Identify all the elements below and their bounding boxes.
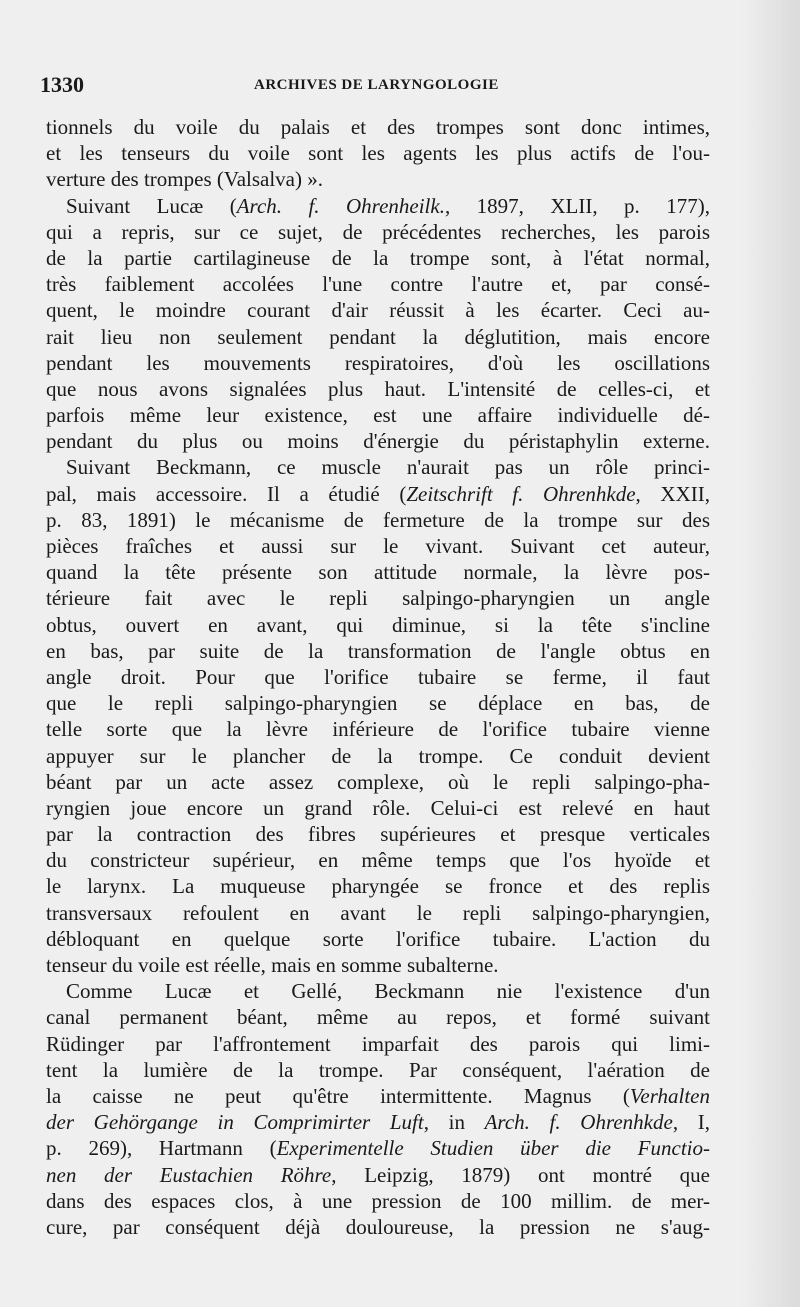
- text-line: Suivant Beckmann, ce muscle n'aurait pas un rôle princi-: [66, 455, 710, 480]
- italic-citation: Arch. f. Ohrenheilk.: [236, 193, 445, 218]
- text-line: rait lieu non seulement pendant la déglutition, mais encore: [46, 324, 710, 349]
- text-line: tenseur du voile est réelle, mais en somme subalterne.: [46, 953, 499, 977]
- text-line: la caisse ne peut qu'être intermittente. Magnus (Verhalten: [46, 1083, 710, 1108]
- text-line: p. 269), Hartmann (Experimentelle Studien über die Functio-: [46, 1136, 710, 1161]
- text-line: Rüdinger par l'affrontement imparfait des parois qui limi-: [46, 1031, 710, 1056]
- text-line: tionnels du voile du palais et des trompes sont donc intimes,: [46, 115, 710, 139]
- text-line: très faiblement accolées l'une contre l'autre et, par consé-: [46, 272, 710, 297]
- text-line: angle droit. Pour que l'orifice tubaire se ferme, il faut: [46, 664, 710, 689]
- text-line: Suivant Lucæ (Arch. f. Ohrenheilk., 1897, XLII, p. 177),: [66, 193, 710, 218]
- text-line: béant par un acte assez complexe, où le repli salpingo-pha-: [46, 769, 710, 794]
- text-line: obtus, ouvert en avant, qui diminue, si la tête s'incline: [46, 612, 710, 637]
- italic-citation: Zeitschrift f. Ohrenhkde: [406, 481, 636, 506]
- italic-citation: der Gehörgange in Comprimirter Luft: [46, 1110, 424, 1135]
- page-number: 1330: [40, 72, 84, 97]
- text-line: der Gehörgange in Comprimirter Luft, in Arch. f. Ohrenhkde, I,: [46, 1110, 710, 1135]
- text-line: et les tenseurs du voile sont les agents les plus actifs de l'ou-: [46, 141, 710, 166]
- text-line: Comme Lucæ et Gellé, Beckmann nie l'existence d'un: [66, 979, 710, 1004]
- page-edge-shadow: [740, 0, 800, 1307]
- body-text: [46, 114, 710, 1240]
- text-line: que le repli salpingo-pharyngien se déplace en bas, de: [46, 691, 710, 716]
- text-line: canal permanent béant, même au repos, et formé suivant: [46, 1005, 710, 1030]
- text-line: verture des trompes (Valsalva) ».: [46, 167, 323, 192]
- text-line: pendant les mouvements respiratoires, d'où les oscillations: [46, 350, 710, 375]
- text-line: pendant du plus ou moins d'énergie du péristaphylin externe.: [46, 429, 710, 454]
- italic-citation: Verhalten: [629, 1083, 710, 1108]
- text-line: par la contraction des fibres supérieures et presque verticales: [46, 822, 710, 847]
- italic-citation: Arch. f. Ohrenhkde: [484, 1110, 673, 1135]
- text-line: p. 83, 1891) le mécanisme de fermeture de la trompe sur des: [46, 507, 710, 532]
- text-line: parfois même leur existence, est une affaire individuelle dé-: [46, 403, 710, 428]
- text-line: tent la lumière de la trompe. Par conséquent, l'aération de: [46, 1057, 710, 1082]
- text-line: le larynx. La muqueuse pharyngée se fronce et des replis: [46, 874, 710, 899]
- text-line: dans des espaces clos, à une pression de 100 millim. de mer-: [46, 1188, 710, 1213]
- italic-citation: Experimentelle Studien über die Functio-: [276, 1136, 710, 1161]
- text-line: du constricteur supérieur, en même temps que l'os hyoïde et: [46, 848, 710, 873]
- text-line: qui a repris, sur ce sujet, de précédentes recherches, les parois: [46, 219, 710, 244]
- text-line: débloquant en quelque sorte l'orifice tubaire. L'action du: [46, 926, 710, 951]
- text-line: ryngien joue encore un grand rôle. Celui-ci est relevé en haut: [46, 795, 710, 820]
- text-line: que nous avons signalées plus haut. L'intensité de celles-ci, et: [46, 376, 710, 401]
- text-line: pièces fraîches et aussi sur le vivant. Suivant cet auteur,: [46, 534, 710, 558]
- text-line: nen der Eustachien Röhre, Leipzig, 1879) ont montré que: [46, 1162, 710, 1187]
- page-header: [40, 72, 720, 102]
- text-line: quand la tête présente son attitude normale, la lèvre pos-: [46, 560, 710, 585]
- text-line: en bas, par suite de la transformation de l'angle obtus en: [46, 638, 710, 663]
- text-line: de la partie cartilagineuse de la trompe sont, à l'état normal,: [46, 245, 710, 270]
- text-line: appuyer sur le plancher de la trompe. Ce conduit devient: [46, 743, 710, 768]
- text-line: cure, par conséquent déjà douloureuse, la pression ne s'aug-: [46, 1214, 710, 1239]
- text-line: telle sorte que la lèvre inférieure de l'orifice tubaire vienne: [46, 717, 710, 742]
- text-line: quent, le moindre courant d'air réussit à les écarter. Ceci au-: [46, 298, 710, 323]
- running-title: ARCHIVES DE LARYNGOLOGIE: [254, 77, 499, 93]
- text-line: transversaux refoulent en avant le repli salpingo-pharyngien,: [46, 900, 710, 925]
- text-line: térieure fait avec le repli salpingo-pharyngien un angle: [46, 586, 710, 611]
- italic-citation: nen der Eustachien Röhre: [46, 1162, 332, 1187]
- text-line: pal, mais accessoire. Il a étudié (Zeitschrift f. Ohrenhkde, XXII,: [46, 481, 710, 506]
